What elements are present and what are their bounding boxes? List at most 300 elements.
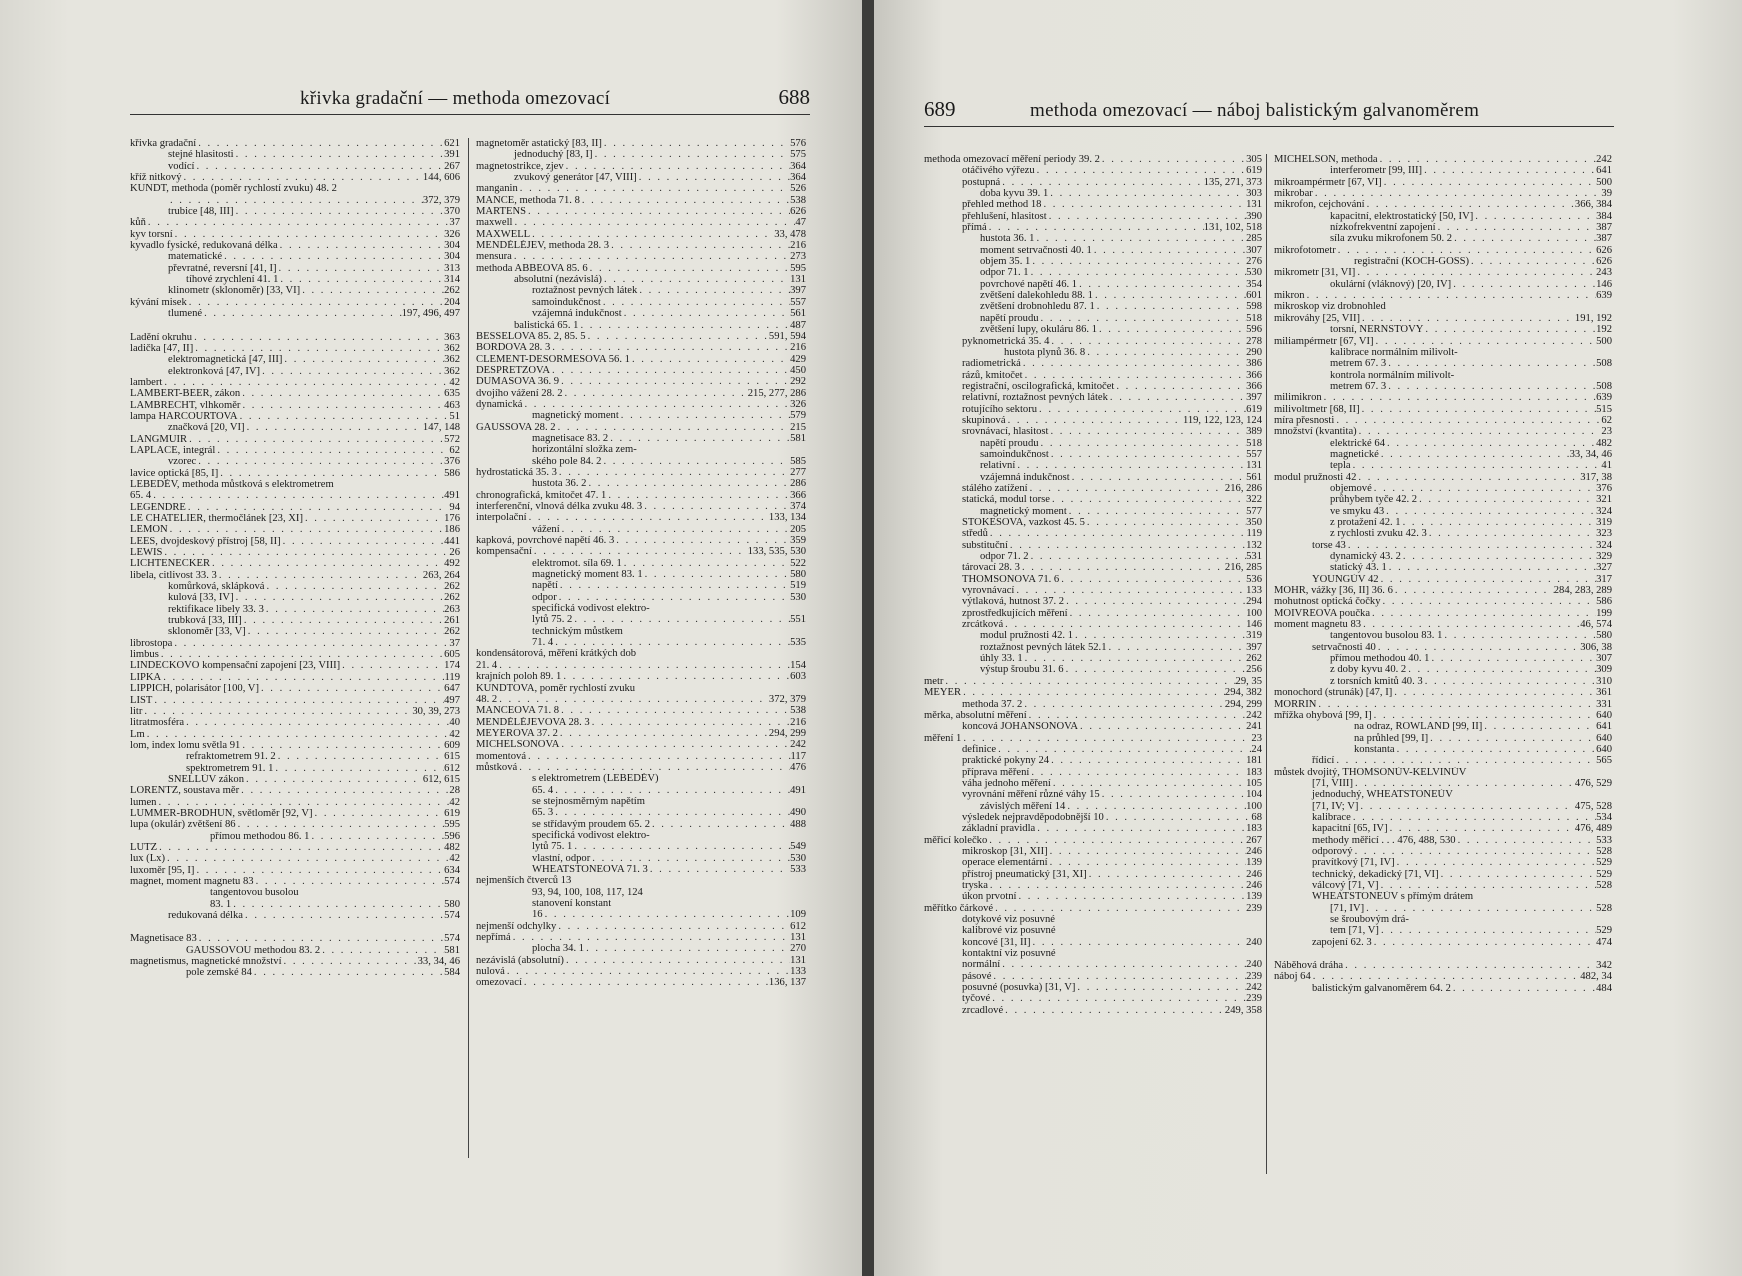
index-term: LUMMER-BRODHUN, světloměr [92, V]	[130, 807, 313, 819]
dot-leader	[1442, 630, 1596, 641]
dot-leader	[1406, 664, 1596, 675]
index-term: modul pružnosti 42. 1	[980, 630, 1073, 642]
index-term: litratmosféra	[130, 717, 185, 729]
dot-leader	[168, 195, 423, 206]
dot-leader	[517, 762, 790, 773]
index-page-ref: 605	[444, 649, 460, 661]
index-term: samoindukčnost	[532, 296, 601, 308]
index-term: ve smyku 43	[1330, 505, 1385, 517]
index-term: radiometrická	[962, 358, 1021, 370]
index-entry	[1274, 199, 1612, 210]
index-entry	[1274, 642, 1612, 653]
index-page-ref: 294, 299	[1224, 698, 1262, 710]
dot-leader	[1027, 710, 1246, 721]
index-entry	[1274, 370, 1612, 381]
index-page-ref: 304	[444, 240, 460, 252]
index-page-ref: 574	[444, 876, 460, 887]
dot-leader	[1360, 313, 1575, 324]
dot-leader	[1374, 336, 1597, 347]
index-page-ref: 429	[790, 353, 806, 365]
index-entry	[1274, 211, 1612, 222]
index-entry	[1274, 755, 1612, 766]
index-term: normální	[962, 959, 1001, 971]
index-term: lambert	[130, 376, 163, 388]
index-entry	[924, 971, 1262, 982]
index-entry	[130, 251, 460, 262]
index-page-ref: 23	[1601, 426, 1612, 438]
index-entry	[476, 626, 806, 637]
index-entry	[924, 733, 1262, 744]
dot-leader	[1051, 778, 1246, 789]
index-entry	[1274, 517, 1612, 528]
index-term: mikrofotometr	[1274, 244, 1336, 256]
index-page-ref: 133, 134	[768, 512, 806, 524]
index-entry	[476, 762, 806, 773]
index-entry	[924, 528, 1262, 539]
index-entry	[1274, 233, 1612, 244]
index-term: miliampérmetr [67, VI]	[1274, 335, 1374, 347]
index-page-ref: 374	[790, 501, 806, 512]
index-entry	[924, 199, 1262, 210]
dot-leader	[159, 649, 444, 660]
dot-leader	[619, 410, 790, 421]
index-entry	[1274, 460, 1612, 471]
index-entry	[476, 694, 806, 705]
dot-leader	[300, 285, 444, 296]
dot-leader	[173, 229, 444, 240]
index-page-ref: 641	[1596, 721, 1612, 733]
dot-leader	[1039, 313, 1247, 324]
index-page-ref: 391	[444, 149, 460, 161]
index-entry	[130, 967, 460, 978]
index-term: s elektrometrem (LEBEDĚV)	[532, 773, 659, 785]
index-term: horizontální složka zem-	[532, 444, 637, 456]
index-page-ref: 242	[1596, 154, 1612, 165]
index-entry	[476, 637, 806, 648]
index-term: napětí proudu	[980, 312, 1039, 324]
dot-leader	[543, 909, 791, 920]
dot-leader	[194, 865, 444, 876]
index-entry	[1274, 744, 1612, 755]
dot-leader	[162, 377, 449, 388]
index-term: MORRIN	[1274, 698, 1317, 710]
index-page-ref: 529	[1596, 857, 1612, 869]
dot-leader	[1075, 982, 1246, 993]
index-page-ref: 533	[790, 864, 806, 875]
index-term: náboj 64	[1274, 971, 1311, 983]
index-page-ref: 267	[444, 160, 460, 172]
index-term: elektromot. síla 69. 1	[532, 557, 622, 569]
dot-leader	[550, 365, 790, 376]
index-entry	[476, 705, 806, 716]
index-term: nulová	[476, 966, 505, 978]
index-term: vyrovnávací	[962, 585, 1015, 597]
index-term: mikroampérmetr [67, VI]	[1274, 176, 1382, 188]
dot-leader	[194, 161, 444, 172]
index-term: výtlaková, hutnost 37. 2	[962, 596, 1065, 608]
dot-leader	[1047, 211, 1246, 222]
index-term: MANCE, methoda 71. 8	[476, 194, 580, 206]
index-term: kapacitní, elektrostatický [50, IV]	[1330, 210, 1474, 222]
index-term: kondensátorová, měření krátkých dob	[476, 648, 637, 660]
index-page-ref: 29, 35	[1235, 675, 1262, 687]
index-entry	[924, 755, 1262, 766]
index-page-ref: 26	[449, 547, 460, 559]
index-term: pyknometrická 35. 4	[962, 335, 1050, 347]
index-page-ref: 581	[790, 432, 806, 444]
dot-leader	[156, 797, 449, 808]
dot-leader	[1023, 370, 1247, 381]
index-page-ref: 596	[1246, 324, 1262, 336]
dot-leader	[1093, 290, 1246, 301]
index-entry	[1274, 301, 1612, 312]
index-entry	[924, 835, 1262, 846]
index-page-ref: 626	[1596, 256, 1612, 268]
index-page-ref: 62	[449, 444, 460, 456]
index-term: DUMASOVA 36. 9	[476, 376, 560, 388]
index-term: setrvačnosti 40	[1312, 641, 1376, 653]
index-page-ref: 242	[1246, 982, 1262, 994]
dot-leader	[1343, 960, 1596, 971]
index-page-ref: 482	[1596, 437, 1612, 449]
index-entry	[476, 161, 806, 172]
index-page-ref: 242	[790, 739, 806, 751]
dot-leader	[622, 558, 790, 569]
index-entry	[1274, 891, 1612, 902]
index-term: STOKESOVA, vazkost 45. 5	[962, 517, 1085, 528]
index-term: elektromagnetická [47, III]	[168, 354, 283, 366]
index-page-ref: 42	[449, 853, 460, 865]
dot-leader	[558, 580, 790, 591]
index-term: lytů 75. 2	[532, 614, 573, 626]
index-term: LEGENDRE	[130, 501, 186, 513]
index-term: elektronková [47, IV]	[168, 365, 261, 377]
index-term: měření 1	[924, 732, 962, 744]
index-page-ref: 144, 606	[422, 172, 460, 184]
index-entry	[924, 630, 1262, 641]
index-term: LEMON	[130, 524, 168, 536]
index-term: LEWIS	[130, 547, 163, 559]
index-term: přehled method 18	[962, 199, 1042, 211]
index-page-ref: 598	[1246, 301, 1262, 313]
index-term: pole zemské 84	[186, 967, 252, 979]
dot-leader	[165, 853, 449, 864]
index-page-ref: 307	[1596, 653, 1612, 665]
index-page-ref: 526	[790, 183, 806, 195]
index-entry	[130, 729, 460, 740]
index-term: monochord (strunák) [47, I]	[1274, 687, 1393, 699]
index-term: MEYER	[924, 687, 962, 699]
index-entry	[130, 865, 460, 876]
dot-leader	[1311, 971, 1580, 982]
index-page-ref: 147, 148	[422, 422, 460, 434]
index-page-ref: 647	[444, 683, 460, 695]
index-term: srovnávací, hlasitost	[962, 426, 1049, 438]
index-term: magnetisace 83. 2	[532, 432, 609, 444]
index-page-ref: 519	[790, 580, 806, 592]
dot-leader	[606, 490, 790, 501]
dot-leader	[278, 240, 444, 251]
index-entry	[130, 785, 460, 796]
index-term: okulární (vláknový) [20, IV]	[1330, 278, 1452, 290]
index-page-ref: 441	[444, 535, 460, 547]
index-term: luxoměr [95, I]	[130, 864, 195, 876]
index-page-ref: 586	[444, 467, 460, 479]
index-entry	[1274, 664, 1612, 675]
index-term: koncová JOHANSONOVA	[962, 721, 1079, 733]
dot-leader	[1384, 506, 1596, 517]
index-page-ref: 42	[449, 796, 460, 808]
index-entry	[476, 206, 806, 217]
dot-leader	[1048, 846, 1246, 857]
index-term: methoda 37. 2	[962, 698, 1023, 710]
index-term: methoda ABBEOVA 85. 6	[476, 262, 588, 274]
dot-leader	[1436, 222, 1597, 233]
index-page-ref: 186	[444, 524, 460, 536]
index-page-ref: 619	[1246, 165, 1262, 177]
index-entry	[130, 366, 460, 377]
index-term: magnetický moment	[532, 410, 619, 422]
index-page-ref: 500	[1596, 335, 1612, 347]
dot-leader	[590, 853, 790, 864]
index-term: 93, 94, 100, 108, 117, 124	[532, 886, 643, 898]
dot-leader	[1372, 937, 1596, 948]
index-term: pravítkový [71, IV]	[1312, 857, 1395, 869]
index-page-ref: 492	[444, 558, 460, 570]
index-entry	[924, 812, 1262, 823]
index-page-ref: 294	[1246, 596, 1262, 608]
index-term: registrační, oscilografická, kmitočet	[962, 380, 1115, 392]
index-term: odpor 71. 2	[980, 551, 1029, 563]
index-page-ref: 133	[790, 966, 806, 978]
index-entry	[130, 797, 460, 808]
dot-leader	[1382, 177, 1596, 188]
index-page-ref: 246	[1246, 845, 1262, 857]
dot-leader	[1100, 154, 1246, 165]
dot-leader	[187, 434, 444, 445]
index-entry	[476, 558, 806, 569]
index-page-ref: 304	[444, 251, 460, 263]
index-page-ref: 450	[790, 364, 806, 376]
index-term: magnetický moment 83. 1	[532, 569, 643, 581]
index-term: zvětšení lupy, okuláru 86. 1	[980, 324, 1097, 336]
dot-leader	[1395, 744, 1597, 755]
dot-leader	[1073, 630, 1246, 641]
index-term: YOUNGŮV 42	[1312, 573, 1379, 585]
index-page-ref: 317, 38	[1580, 471, 1612, 483]
index-entry	[130, 524, 460, 535]
index-entry	[130, 332, 460, 343]
dot-leader	[522, 977, 769, 988]
index-page-ref: 243	[1596, 267, 1612, 279]
index-page-ref: 482, 34	[1580, 971, 1612, 983]
index-entry	[476, 671, 806, 682]
index-page-ref: 242	[1246, 709, 1262, 721]
index-term: nejmenších čtverců 13	[476, 875, 572, 887]
dot-leader	[145, 729, 450, 740]
index-entry	[924, 857, 1262, 868]
dot-leader	[550, 342, 790, 353]
index-term: definice	[962, 743, 997, 755]
index-page-ref: 529	[1596, 925, 1612, 937]
index-page-ref: 277	[790, 466, 806, 478]
index-page-ref: 329	[1596, 551, 1612, 563]
index-entry	[476, 354, 806, 365]
dot-leader	[1372, 710, 1596, 721]
index-entry	[130, 808, 460, 819]
index-entry	[476, 444, 806, 455]
index-entry	[476, 853, 806, 864]
index-page-ref: 538	[790, 705, 806, 717]
index-entry	[476, 546, 806, 557]
dot-leader	[1092, 245, 1246, 256]
index-term: KUNDT, methoda (poměr rychlostí zvuku) 48. 2	[130, 183, 337, 195]
dot-leader	[1417, 494, 1596, 505]
index-entry	[476, 898, 806, 909]
index-page-ref: 41	[1601, 460, 1612, 472]
index-term: magnet, moment magnetu 83	[130, 876, 254, 887]
dot-leader	[564, 955, 790, 966]
index-entry	[1274, 392, 1612, 403]
index-term: maxwell	[476, 217, 513, 229]
index-entry	[1274, 336, 1612, 347]
index-term: statická, modul torse	[962, 494, 1050, 506]
index-entry	[924, 301, 1262, 312]
index-entry	[924, 245, 1262, 256]
index-term: limbus	[130, 649, 159, 661]
index-page-ref: 246	[1246, 868, 1262, 880]
index-entry	[924, 483, 1262, 494]
index-page-ref: 591, 594	[768, 330, 806, 342]
dot-leader	[1050, 494, 1246, 505]
dot-leader	[1031, 937, 1247, 948]
dot-leader	[1006, 415, 1183, 426]
index-entry	[924, 562, 1262, 573]
index-page-ref: 133, 535, 530	[747, 546, 806, 558]
right-running-header	[924, 96, 1614, 127]
index-entry	[1274, 596, 1612, 607]
dot-leader	[643, 569, 790, 580]
index-entry	[130, 502, 460, 513]
index-term: přímou methodou 86. 1	[210, 830, 310, 842]
index-page-ref: 215, 277, 286	[747, 387, 806, 399]
index-entry	[924, 710, 1262, 721]
index-term: vzájemná indukčnost	[532, 308, 622, 320]
index-term: DESPRETZOVA	[476, 364, 550, 376]
index-entry	[130, 887, 460, 898]
index-term: moment setrvačnosti 40. 1	[980, 244, 1092, 256]
right-page	[874, 0, 1742, 1276]
index-entry	[924, 154, 1262, 165]
dot-leader	[142, 706, 412, 717]
index-term: LORENTZ, soustava měr	[130, 785, 240, 797]
index-page-ref: 239	[1246, 993, 1262, 1005]
index-entry	[924, 551, 1262, 562]
index-page-ref: 119, 122, 123, 124	[1182, 414, 1262, 426]
dot-leader	[1365, 199, 1575, 210]
dot-leader	[526, 751, 790, 762]
index-entry	[1274, 733, 1612, 744]
index-term: přístroj pneumatický [31, XI]	[962, 868, 1087, 880]
index-entry	[476, 308, 806, 319]
index-page-ref: 51	[449, 410, 460, 422]
index-term: vyrovnání měření různé váhy 15	[962, 789, 1100, 801]
dot-leader	[1021, 358, 1246, 369]
index-page-ref: 119	[444, 671, 460, 683]
index-page-ref: 508	[1596, 380, 1612, 392]
index-term: Lm	[130, 728, 145, 740]
index-page-ref: 326	[444, 228, 460, 240]
index-page-ref: 262	[1246, 653, 1262, 665]
index-entry	[1274, 778, 1612, 789]
index-entry	[1274, 903, 1612, 914]
index-entry	[130, 672, 460, 683]
index-page-ref: 132	[1246, 539, 1262, 551]
index-term: THOMSONOVA 71. 6	[962, 573, 1060, 585]
dot-leader	[1423, 324, 1596, 335]
index-page-ref: 615	[444, 751, 460, 763]
dot-leader	[1064, 664, 1247, 675]
index-page-ref: 322	[1246, 494, 1262, 506]
index-entry	[924, 664, 1262, 675]
index-page-ref: 197, 496, 497	[401, 308, 460, 320]
index-page-ref: 387	[1596, 233, 1612, 245]
index-term: doba kyvu 39. 1	[980, 188, 1049, 200]
index-entry	[130, 479, 460, 490]
index-entry	[924, 653, 1262, 664]
index-entry	[130, 343, 460, 354]
index-term: KUNDTOVA, poměr rychlostí zvuku	[476, 682, 636, 694]
index-entry	[924, 290, 1262, 301]
index-term: nezávislá (absolutní)	[476, 954, 564, 966]
index-page-ref: 612	[444, 762, 460, 774]
left-index-column-2	[476, 138, 806, 989]
left-column-divider	[468, 138, 469, 1158]
index-term: hustota plynů 36. 8	[1004, 346, 1086, 358]
index-entry	[924, 982, 1262, 993]
index-entry	[476, 320, 806, 331]
index-entry	[924, 801, 1262, 812]
index-page-ref: 487	[790, 319, 806, 331]
index-entry	[924, 993, 1262, 1004]
index-entry	[924, 767, 1262, 778]
index-page-ref: 321	[1596, 494, 1612, 506]
dot-leader	[1351, 460, 1602, 471]
dot-leader	[1048, 188, 1246, 199]
index-entry	[924, 370, 1262, 381]
index-entry	[476, 376, 806, 387]
index-term: MANCEOVA 71. 8	[476, 705, 560, 717]
dot-leader	[614, 535, 790, 546]
index-entry	[130, 206, 460, 217]
dot-leader	[1379, 880, 1597, 891]
dot-leader	[1077, 279, 1246, 290]
index-page-ref: 386	[1246, 358, 1262, 370]
index-page-ref: 508	[1596, 358, 1612, 370]
index-page-ref: 139	[1246, 891, 1262, 903]
dot-leader	[242, 615, 444, 626]
index-term: kapacitní [65, IV]	[1312, 823, 1388, 835]
index-entry	[924, 460, 1262, 471]
index-entry	[924, 846, 1262, 857]
dot-leader	[961, 733, 1251, 744]
index-entry	[476, 478, 806, 489]
dot-leader	[340, 660, 444, 671]
index-page-ref: 362	[444, 342, 460, 354]
dot-leader	[1064, 596, 1246, 607]
dot-leader	[1395, 857, 1596, 868]
index-entry	[924, 438, 1262, 449]
